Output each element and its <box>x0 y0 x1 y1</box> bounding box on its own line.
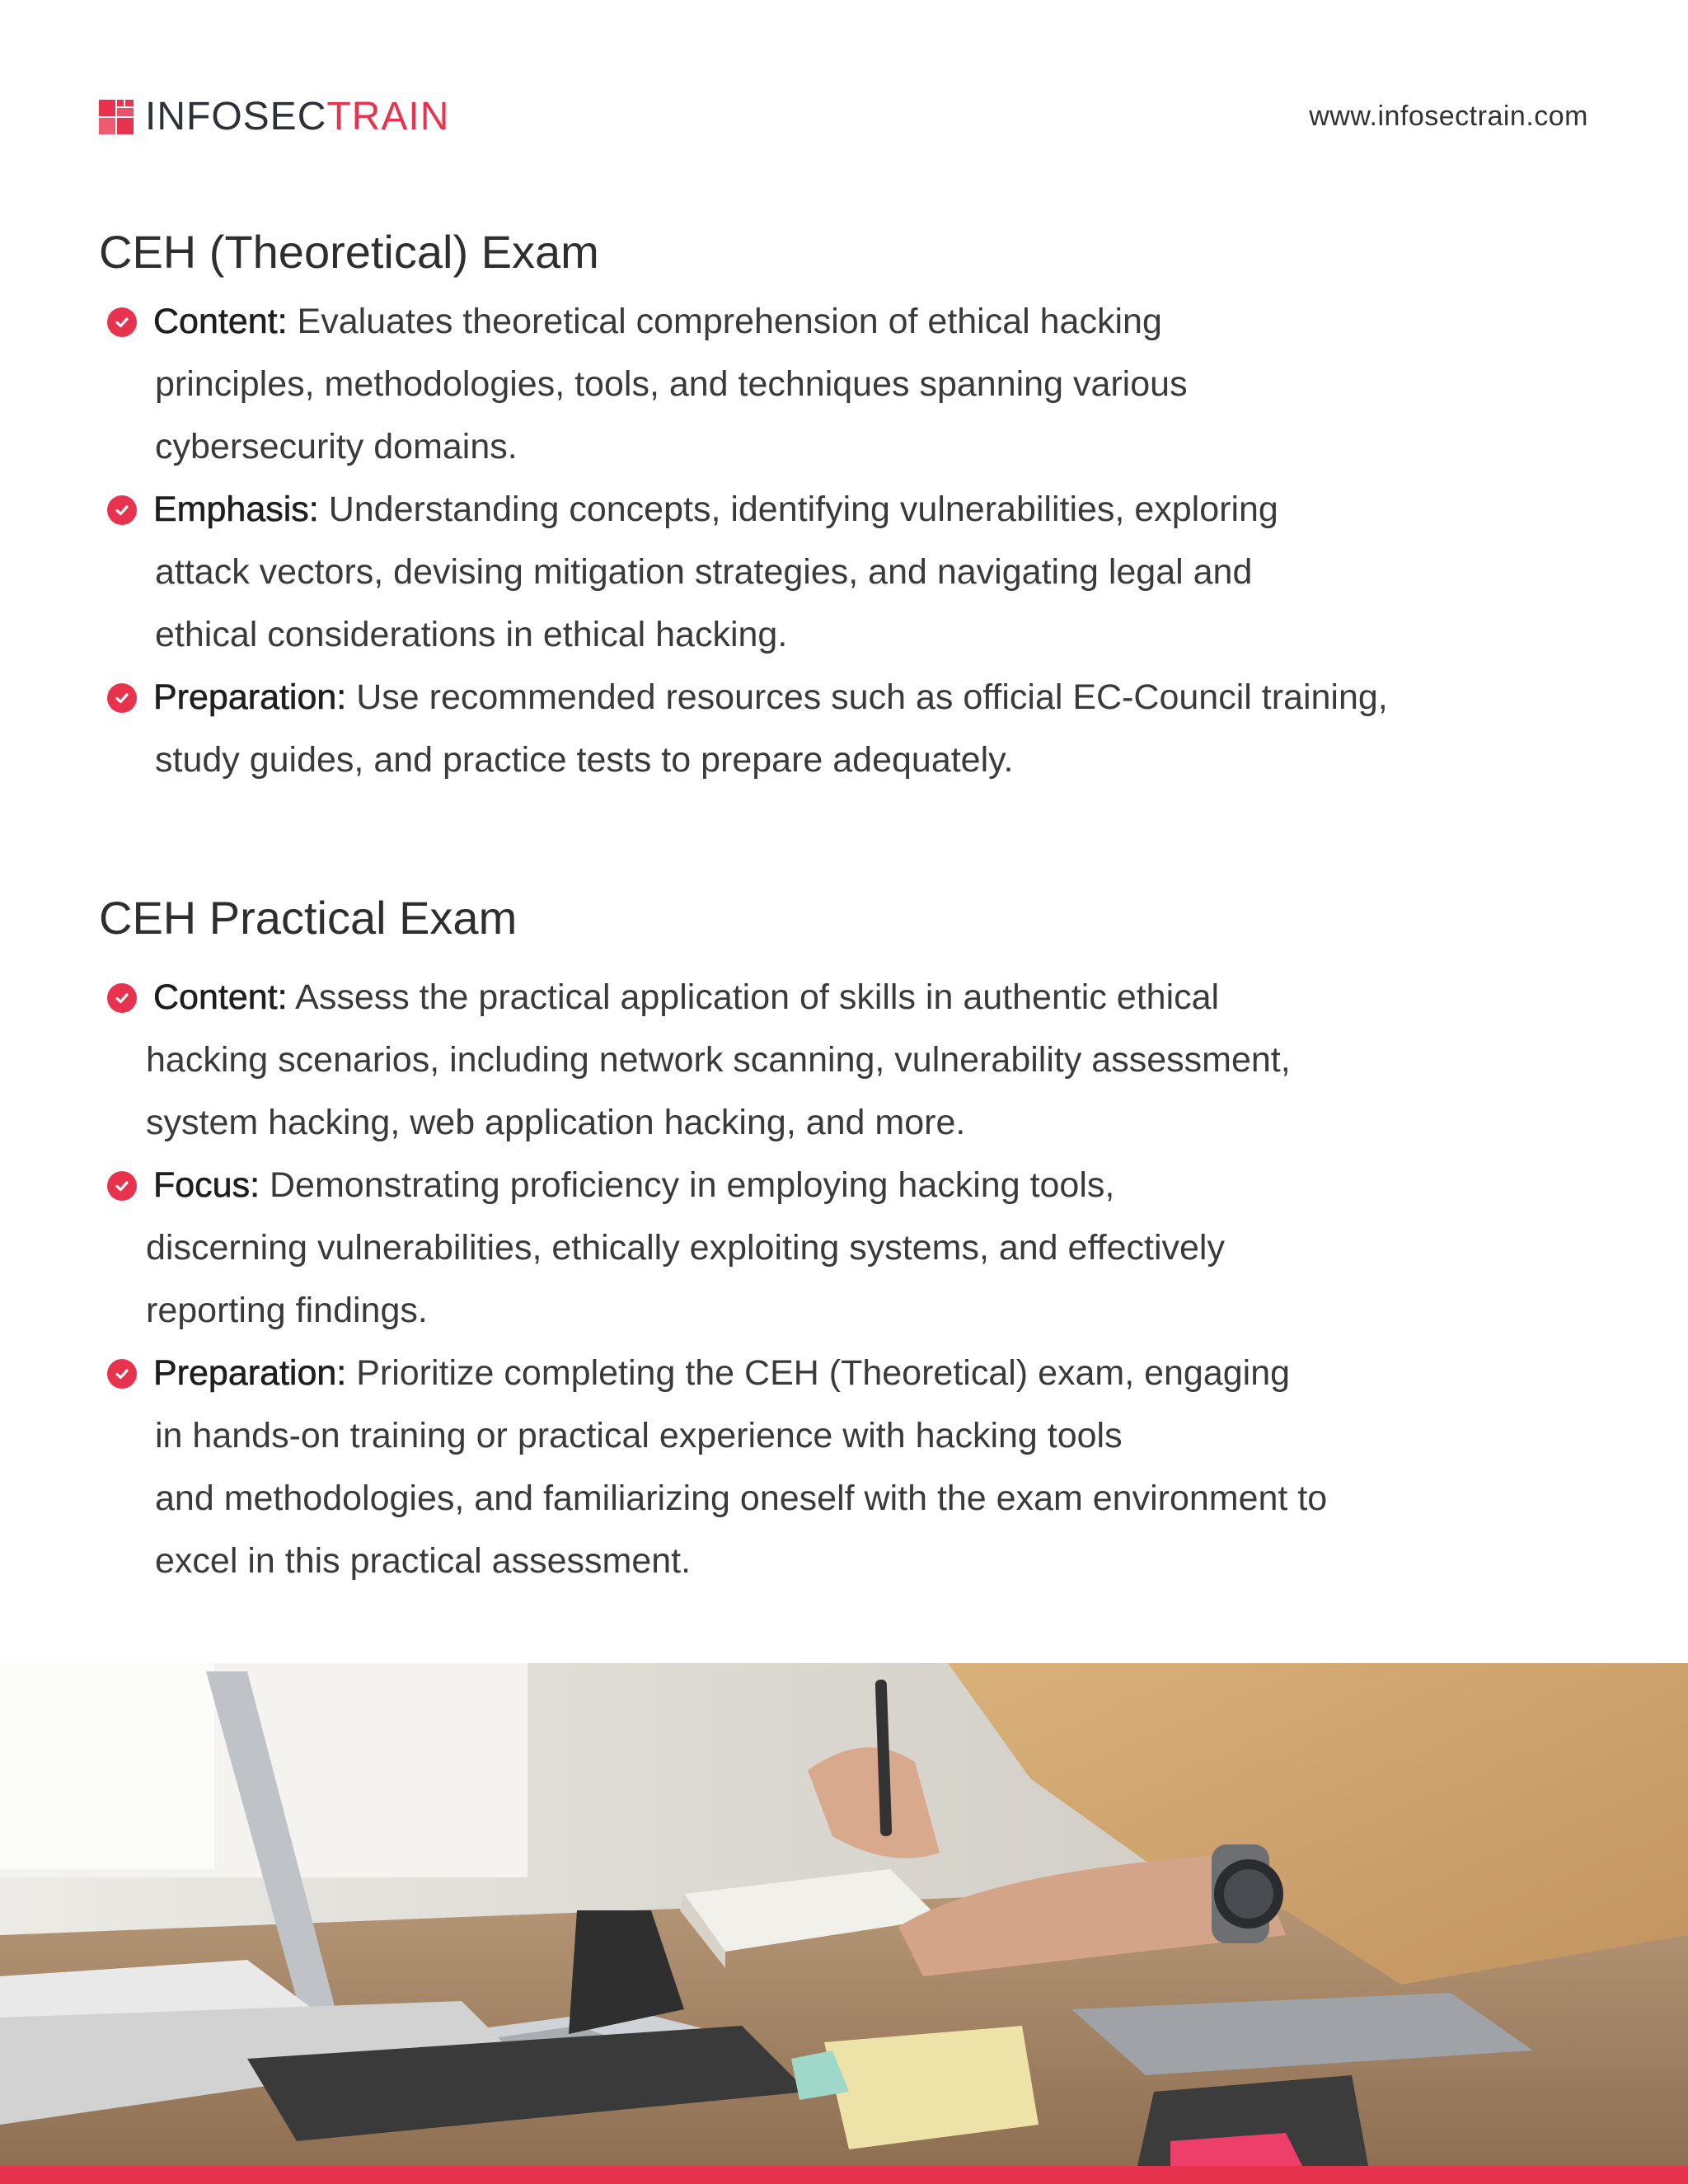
list-item <box>99 666 1582 791</box>
item-text: and methodologies, and familiarizing oneself with the exam environment to <box>155 1479 1328 1518</box>
item-label: Content: <box>153 302 288 341</box>
item-text: ethical considerations in ethical hacking. <box>155 615 788 654</box>
item-first-line <box>99 666 1582 729</box>
list-item <box>99 478 1582 666</box>
section-title: CEH (Theoretical) Exam <box>99 226 599 278</box>
item-text: principles, methodologies, tools, and techniques spanning various <box>155 364 1188 404</box>
item-label: Emphasis: <box>153 490 319 529</box>
item-label: Preparation: <box>153 1353 347 1393</box>
item-first-line <box>99 478 1582 541</box>
brand-name-part1: INFOSEC <box>145 95 327 138</box>
website-link[interactable]: www.infosectrain.com <box>1309 101 1588 132</box>
item-text: Assess the practical application of skills in authentic ethical <box>295 977 1220 1017</box>
item-text: reporting findings. <box>146 1291 428 1330</box>
list-item <box>99 1154 1582 1342</box>
footer-accent-bar <box>0 2166 1688 2184</box>
check-circle-icon <box>107 495 137 525</box>
brand-logo[interactable] <box>99 97 449 137</box>
item-text: Evaluates theoretical comprehension of ethical hacking <box>297 302 1162 341</box>
item-text: Prioritize completing the CEH (Theoretical) exam, engaging <box>356 1353 1291 1393</box>
item-text: Use recommended resources such as official EC-Council training, <box>356 677 1388 717</box>
check-circle-icon <box>107 983 137 1013</box>
item-text: cybersecurity domains. <box>155 427 518 466</box>
item-text: system hacking, web application hacking, and more. <box>146 1103 966 1142</box>
item-text: Demonstrating proficiency in employing hacking tools, <box>270 1165 1115 1205</box>
item-first-line <box>99 1342 1582 1404</box>
item-text: discerning vulnerabilities, ethically exploiting systems, and effectively <box>146 1228 1225 1268</box>
check-circle-icon <box>107 683 137 713</box>
item-first-line <box>99 966 1582 1029</box>
item-label: Focus: <box>153 1165 260 1205</box>
item-text: Understanding concepts, identifying vulnerabilities, exploring <box>328 490 1278 529</box>
brand-name-part2: TRAIN <box>326 95 450 138</box>
item-text: excel in this practical assessment. <box>155 1541 692 1581</box>
bullet-list <box>99 966 1582 1592</box>
section-title: CEH Practical Exam <box>99 892 518 944</box>
list-item <box>99 1342 1582 1592</box>
item-label: Content: <box>153 977 288 1017</box>
section-ceh-practical <box>99 892 1582 1592</box>
section-ceh-theoretical <box>99 226 1582 791</box>
bullet-list <box>99 290 1582 791</box>
study-desk-photo <box>0 1663 1688 2166</box>
item-text: study guides, and practice tests to prepare adequately. <box>155 740 1014 780</box>
list-item <box>99 966 1582 1154</box>
logo-grid-icon <box>99 100 134 134</box>
item-first-line <box>99 290 1582 353</box>
check-circle-icon <box>107 1359 137 1389</box>
item-text: in hands-on training or practical experience with hacking tools <box>155 1416 1123 1455</box>
list-item <box>99 290 1582 478</box>
check-circle-icon <box>107 1171 137 1201</box>
item-text: hacking scenarios, including network scanning, vulnerability assessment, <box>146 1040 1291 1080</box>
check-circle-icon <box>107 307 137 337</box>
item-label: Preparation: <box>153 677 347 717</box>
item-text: attack vectors, devising mitigation strategies, and navigating legal and <box>155 552 1253 592</box>
item-first-line <box>99 1154 1582 1216</box>
brand-name <box>145 97 449 137</box>
